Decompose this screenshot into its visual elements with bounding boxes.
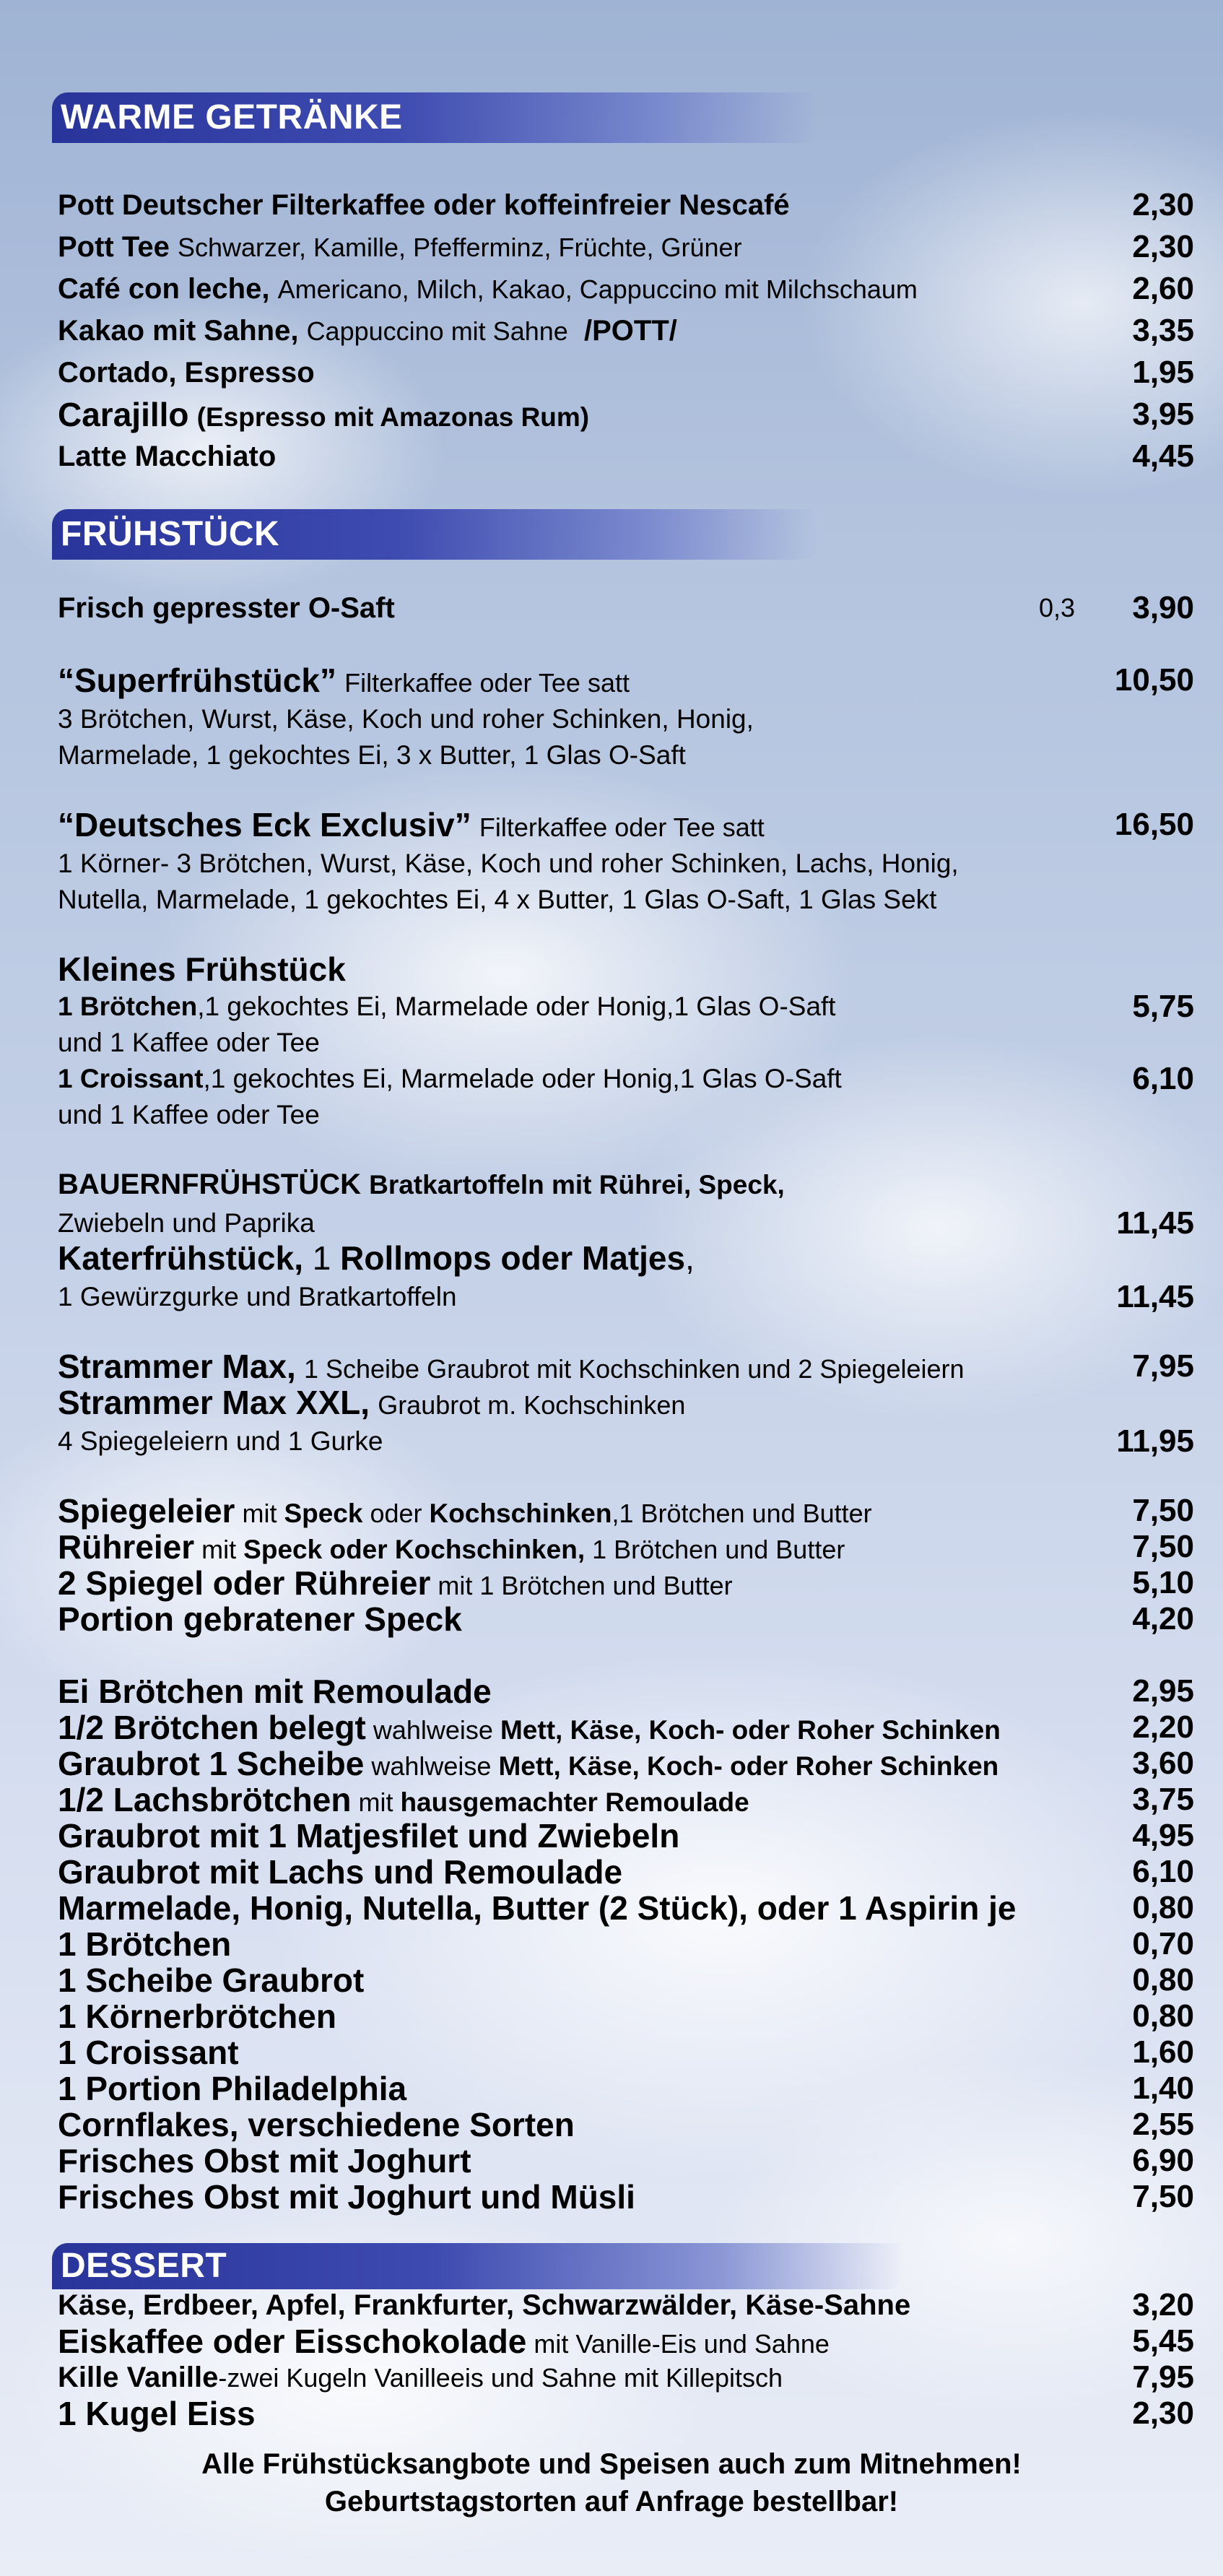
price: 11,45 <box>1116 1279 1194 1314</box>
price: 2,30 <box>1132 229 1194 264</box>
section-header-dessert <box>52 2243 904 2289</box>
section-title: FRÜHSTÜCK <box>61 515 280 553</box>
price: 3,90 <box>1132 590 1194 625</box>
price: 2,30 <box>1132 2395 1194 2431</box>
section-title: DESSERT <box>61 2247 227 2285</box>
price: 11,95 <box>1116 1423 1194 1459</box>
price: 2,30 <box>1132 187 1194 222</box>
price: 7,95 <box>1132 2359 1194 2395</box>
price: 5,10 <box>1132 1565 1194 1600</box>
price: 0,80 <box>1132 1890 1194 1925</box>
quantity: 0,3 <box>1038 593 1075 623</box>
price: 6,10 <box>1132 1061 1194 1096</box>
price: 3,35 <box>1132 313 1194 348</box>
price: 7,50 <box>1132 2179 1194 2214</box>
price: 2,60 <box>1132 271 1194 306</box>
price: 5,75 <box>1132 989 1194 1024</box>
price: 5,45 <box>1132 2323 1194 2359</box>
price: 1,40 <box>1132 2070 1194 2106</box>
price: 10,50 <box>1114 662 1194 698</box>
price: 1,60 <box>1132 2034 1194 2070</box>
section-title: WARME GETRÄNKE <box>61 98 403 136</box>
footer-note: Geburtstagstorten auf Anfrage bestellbar! <box>324 2486 899 2518</box>
price: 2,55 <box>1132 2107 1194 2142</box>
price: 3,20 <box>1132 2287 1194 2323</box>
price: 3,60 <box>1132 1745 1194 1781</box>
price: 7,50 <box>1132 1529 1194 1564</box>
price: 6,90 <box>1132 2143 1194 2178</box>
section-header-breakfast <box>52 509 817 560</box>
price: 11,45 <box>1116 1205 1194 1241</box>
price: 7,95 <box>1132 1348 1194 1384</box>
price: 1,95 <box>1132 355 1194 390</box>
price: 0,80 <box>1132 1998 1194 2034</box>
price: 4,95 <box>1132 1818 1194 1853</box>
price: 4,20 <box>1132 1601 1194 1636</box>
price: 3,75 <box>1132 1782 1194 1817</box>
price: 7,50 <box>1132 1493 1194 1528</box>
price: 0,80 <box>1132 1962 1194 1998</box>
price: 2,95 <box>1132 1673 1194 1709</box>
price: 3,95 <box>1132 396 1194 432</box>
price: 16,50 <box>1114 807 1194 842</box>
section-header-warm <box>52 92 817 143</box>
price: 4,45 <box>1132 438 1194 474</box>
price: 6,10 <box>1132 1854 1194 1889</box>
footer-note: Alle Frühstücksangbote und Speisen auch zum Mitnehmen! <box>201 2448 1022 2480</box>
price: 2,20 <box>1132 1709 1194 1745</box>
price: 0,70 <box>1132 1926 1194 1961</box>
